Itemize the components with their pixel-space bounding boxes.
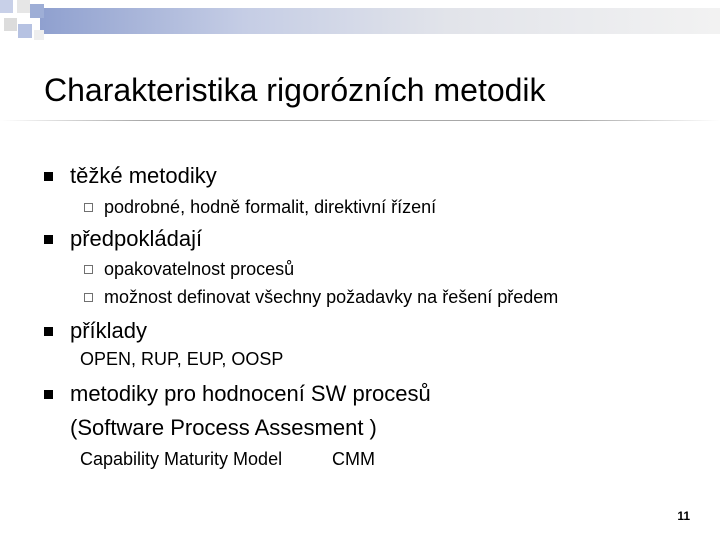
bullet-text: těžké metodiky [70, 163, 217, 188]
header-decoration [0, 0, 720, 50]
note-text: CMM [332, 449, 375, 469]
bullet-icon [44, 172, 53, 181]
bullet-text: metodiky pro hodnocení SW procesů [70, 381, 431, 406]
sub-bullet-icon [84, 293, 93, 302]
sub-bullet-text: podrobné, hodně formalit, direktivní řízení [104, 197, 437, 217]
header-gradient-band [40, 8, 720, 34]
bullet-icon [44, 390, 53, 399]
sub-bullet-icon [84, 265, 93, 274]
decor-square [4, 18, 17, 31]
bullet-icon [44, 235, 53, 244]
decor-square [18, 24, 32, 38]
slide-title: Charakteristika rigorózních metodik [44, 72, 546, 108]
decor-square [0, 0, 13, 13]
decor-square [34, 30, 44, 40]
sub-bullet-icon [84, 203, 93, 212]
sub-bullet-text: opakovatelnost procesů [104, 259, 295, 279]
note-text: Capability Maturity Model [80, 449, 283, 469]
sub-bullet-text: možnost definovat všechny požadavky na řešení předem [104, 287, 559, 307]
bullet-icon [44, 327, 53, 336]
decor-square [30, 4, 44, 18]
page-number: 11 [677, 509, 690, 523]
title-divider [0, 120, 720, 121]
bullet-text-continuation: (Software Process Assesment ) [70, 415, 377, 440]
bullet-text: příklady [70, 318, 148, 343]
note-text: OPEN, RUP, EUP, OOSP [80, 349, 284, 369]
bullet-text: předpokládají [70, 226, 203, 251]
decor-square [17, 0, 30, 13]
